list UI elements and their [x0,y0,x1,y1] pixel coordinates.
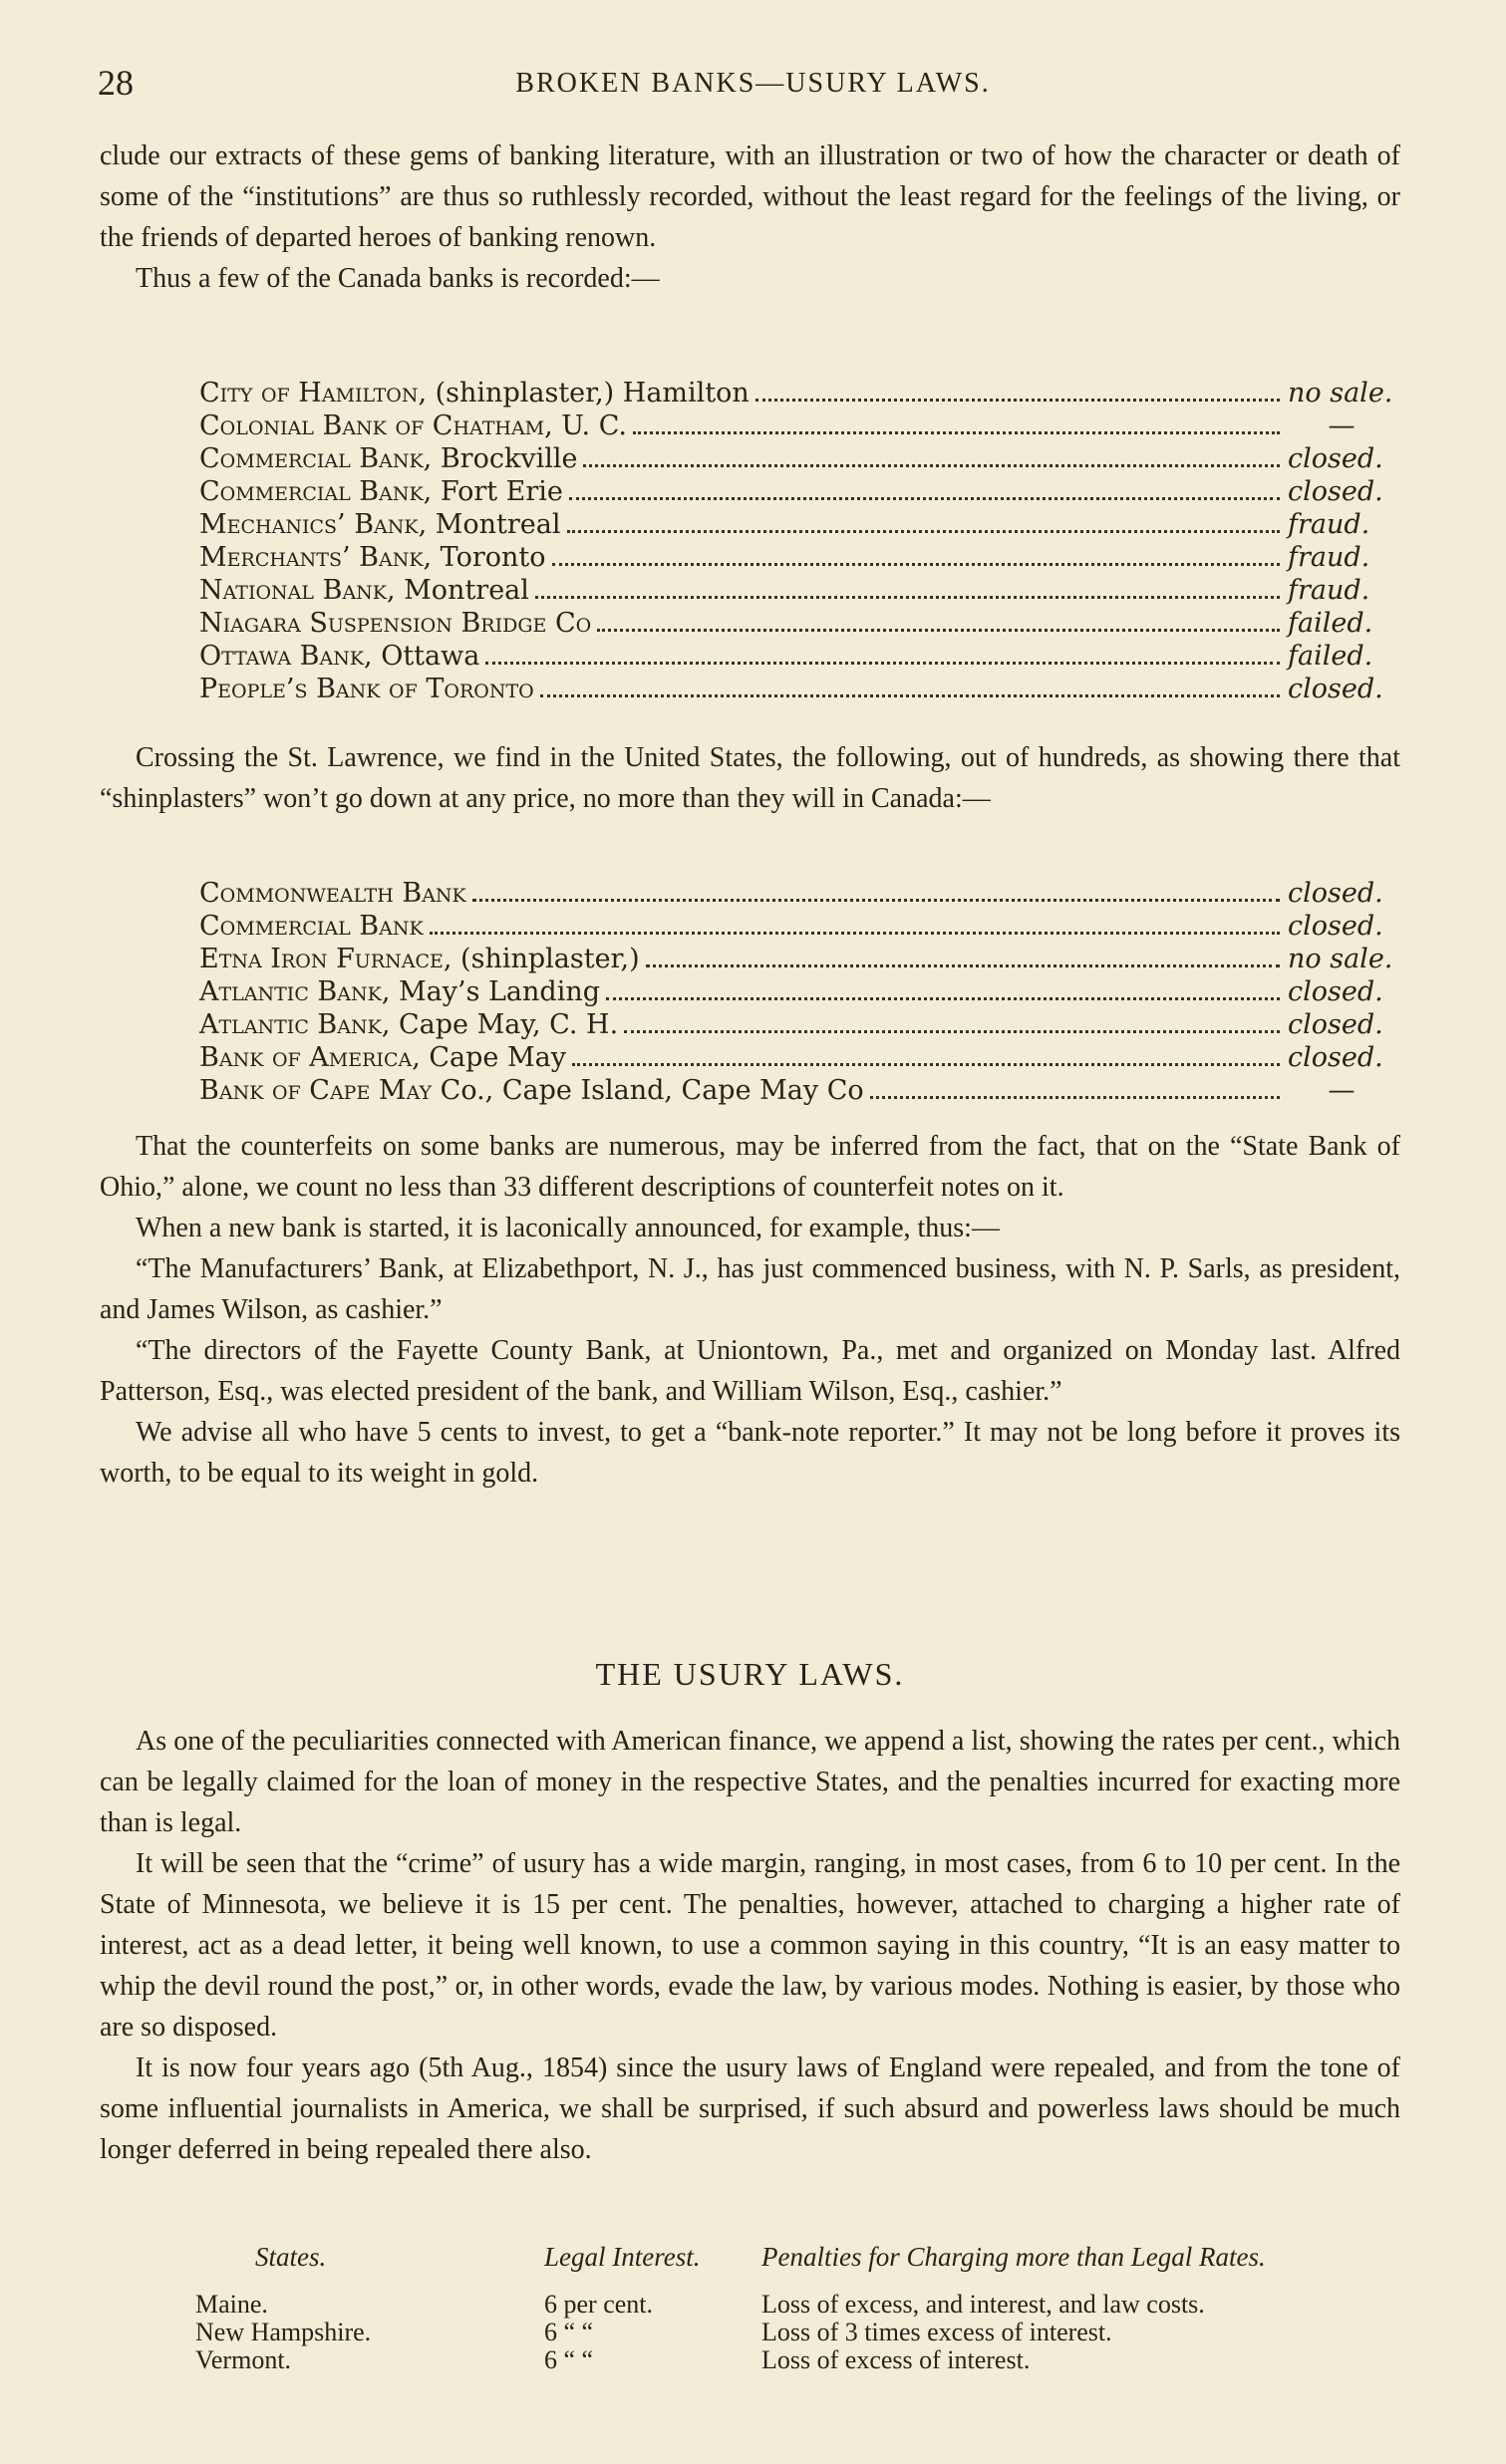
bank-name-smallcaps: People’s Bank of Toronto [199,674,534,704]
bank-location: Co., Cape Island, Cape May Co [432,1075,864,1106]
bank-name [199,877,466,910]
bank-status: closed. [1288,476,1383,507]
bank-name [199,410,627,442]
dot-leader [569,497,1280,500]
page-header [98,62,1408,102]
bank-name-smallcaps: Bank of Cape May [199,1075,433,1106]
bank-name [199,1008,618,1041]
paragraph: As one of the peculiarities connected with American finance, we append a list, showing the rates per cent., which can be legally claimed for the loan of money in the respective States, and the penalties incurred for exacting more than is legal. [100,1726,1400,1838]
table-row [195,2291,1359,2319]
bank-name [199,607,591,640]
bank-location: Cape May, C. H. [390,1009,619,1040]
canada-banks-list [100,377,1395,705]
bank-status: — [1328,411,1355,441]
list-item [199,377,1395,410]
table-row [195,2319,1359,2346]
page-number: 28 [98,63,134,103]
section-broken-banks [100,136,1400,299]
bank-location: (shinplaster,) [452,944,640,974]
bank-name [199,1041,566,1074]
table-header-row [195,2242,1359,2291]
bank-name-smallcaps: Commercial Bank [199,911,424,942]
bank-location: (shinplaster,) Hamilton [427,378,750,409]
bank-status: no sale. [1288,378,1393,409]
penalty-cell: Loss of excess, and interest, and law costs. [761,2290,1205,2319]
bank-name [199,508,561,541]
list-item [199,975,1395,1008]
bank-name [199,1074,864,1107]
paragraph: It will be seen that the “crime” of usury has a wide margin, ranging, in most cases, from 6 to 10 per cent. In the State of Minnesota, we believe it is 15 per cent. The penalties, however, attached to charging a higher rate of interest, act as a dead letter, it being well known, to use a common saying in this country, “It is an easy matter to whip the devil round the post,” or, in other words, evade the law, by various modes. Nothing is easier, by those who are so disposed. [100,1848,1400,2043]
bank-location: Fort Erie [432,476,563,507]
dot-leader [567,530,1280,533]
section-counterfeits [100,1126,1400,1494]
penalty-cell: Loss of excess of interest. [761,2345,1031,2374]
bank-status: no sale. [1288,944,1393,974]
bank-name-smallcaps: Bank of America, [199,1042,421,1073]
paragraph: “The Manufacturers’ Bank, at Elizabethport, N. J., has just commenced business, with N. P. Sarls, as president, and James Wilson, as cashier.” [100,1253,1400,1325]
state-cell: Vermont. [195,2345,292,2374]
bank-status: — [1328,1075,1355,1106]
dot-leader [535,596,1280,599]
dot-leader [633,431,1280,434]
dot-leader [755,399,1280,402]
paragraph: “The directors of the Fayette County Bank, at Uniontown, Pa., met and organized on Monday last. Alfred Patterson, Esq., was elected president of the bank, and William Wilson, Esq., cashier.” [100,1335,1400,1407]
usury-table [195,2242,1359,2374]
column-header: States. [255,2242,327,2272]
penalty-cell: Loss of 3 times excess of interest. [761,2318,1112,2346]
bank-location: Brockville [432,443,578,474]
bank-location: Montreal [427,509,561,540]
bank-status: closed. [1288,1009,1383,1040]
interest-cell: 6 per cent. [544,2290,654,2319]
bank-location: Ottawa [372,641,480,672]
list-item [199,1074,1395,1107]
state-cell: Maine. [195,2290,268,2319]
bank-location: May’s Landing [390,976,601,1007]
bank-name-smallcaps: Niagara Suspension Bridge Co [199,608,592,639]
paragraph: We advise all who have 5 cents to invest, to get a “bank-note reporter.” It may not be long before it proves its worth, to be equal to its weight in gold. [100,1417,1400,1489]
bank-name-smallcaps: National Bank, [199,575,396,606]
interest-cell: 6 “ “ [544,2345,594,2374]
list-item [199,410,1395,442]
bank-status: fraud. [1288,542,1370,573]
dot-leader [430,932,1280,935]
bank-status: fraud. [1288,575,1370,606]
bank-name-smallcaps: City of Hamilton, [199,378,428,409]
list-item [199,541,1395,574]
bank-status: closed. [1288,911,1383,942]
running-head: BROKEN BANKS—USURY LAWS. [515,68,991,99]
bank-name [199,910,424,943]
bank-location: Cape May [420,1042,566,1073]
bank-name-smallcaps: Etna Iron Furnace, [199,944,452,974]
list-item [199,607,1395,640]
dot-leader [597,629,1280,632]
bank-status: fraud. [1288,509,1370,540]
list-item [199,640,1395,673]
dot-leader [606,997,1280,1000]
bank-name [199,377,750,410]
dot-leader [624,1030,1280,1033]
list-item [199,508,1395,541]
list-item [199,1008,1395,1041]
list-item [199,442,1395,475]
bank-name-smallcaps: Atlantic Bank, [199,1009,391,1040]
bank-name-smallcaps: Mechanics’ Bank, [199,509,428,540]
paragraph: Thus a few of the Canada banks is recorded:— [136,263,660,294]
section-title: THE USURY LAWS. [595,1656,905,1692]
section-usury-laws [100,1654,1400,2170]
dot-leader [572,1063,1280,1066]
bank-status: closed. [1288,878,1383,909]
list-item [199,1041,1395,1074]
bank-name [199,574,529,607]
bank-name-smallcaps: Merchants’ Bank, [199,542,433,573]
bank-name-smallcaps: Commonwealth Bank [199,878,466,909]
column-header: Legal Interest. [544,2242,701,2272]
dot-leader [485,662,1280,665]
bank-name-smallcaps: Colonial Bank of Chatham, [199,411,553,441]
list-item [199,673,1395,705]
bank-name [199,640,479,673]
bank-status: closed. [1288,674,1383,704]
bank-status: closed. [1288,443,1383,474]
bank-name-smallcaps: Ottawa Bank, [199,641,373,672]
list-item [199,877,1395,910]
list-item [199,943,1395,975]
dot-leader [646,964,1280,967]
paragraph: When a new bank is started, it is laconically announced, for example, thus:— [136,1213,1000,1243]
bank-status: failed. [1288,641,1373,672]
bank-status: closed. [1288,1042,1383,1073]
bank-name [199,673,534,705]
bank-name [199,943,640,975]
bank-location: Toronto [432,542,546,573]
dot-leader [472,899,1280,902]
bank-name [199,541,546,574]
usury-table-wrap [100,2242,1359,2374]
state-cell: New Hampshire. [195,2318,372,2346]
bank-name [199,475,563,508]
bank-name [199,975,600,1008]
list-item [199,574,1395,607]
list-item [199,475,1395,508]
dot-leader [583,464,1280,467]
paragraph: Crossing the St. Lawrence, we find in the United States, the following, out of hundreds, as showing there that “shinplasters” won’t go down at any price, no more than they will in Canada:— [100,742,1400,814]
list-item [199,910,1395,943]
bank-status: closed. [1288,976,1383,1007]
dot-leader [870,1096,1280,1099]
bank-location: Montreal [395,575,529,606]
bank-name-smallcaps: Commercial Bank, [199,476,433,507]
bank-name [199,442,577,475]
bank-location: U. C. [552,411,628,441]
paragraph: It is now four years ago (5th Aug., 1854) since the usury laws of England were repealed, and from the tone of some influential journalists in America, we shall be surprised, if such absurd and powerless laws should be much longer deferred in being repealed there also. [100,2053,1400,2165]
paragraph: That the counterfeits on some banks are numerous, may be inferred from the fact, that on the “State Bank of Ohio,” alone, we count no less than 33 different descriptions of counterfeit notes on it. [100,1131,1400,1203]
section-us-intro [100,737,1400,819]
dot-leader [540,694,1280,697]
bank-status: failed. [1288,608,1373,639]
bank-name-smallcaps: Atlantic Bank, [199,976,391,1007]
bank-name-smallcaps: Commercial Bank, [199,443,433,474]
us-banks-list [100,877,1395,1107]
paragraph: clude our extracts of these gems of banking literature, with an illustration or two of how the character or death of some of the “institutions” are thus so ruthlessly recorded, without the least regard for the feelings of the living, or the friends of departed heroes of banking renown. [100,140,1400,253]
interest-cell: 6 “ “ [544,2318,594,2346]
table-row [195,2346,1359,2374]
dot-leader [552,563,1280,566]
column-header: Penalties for Charging more than Legal Rates. [761,2242,1266,2272]
